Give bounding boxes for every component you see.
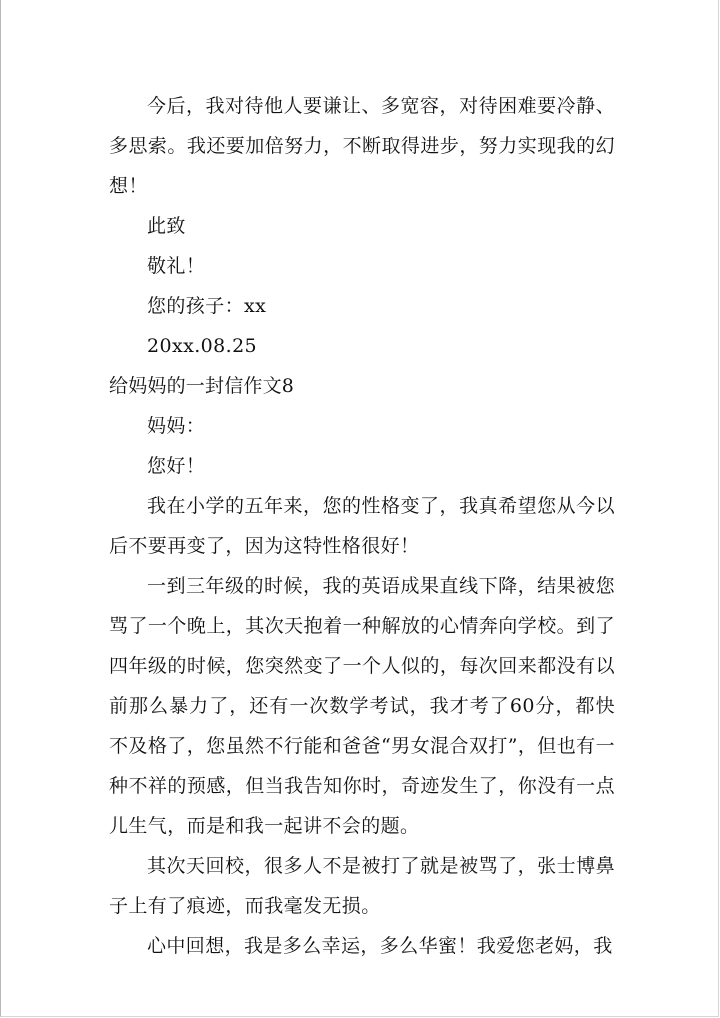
paragraph: 今后，我对待他人要谦让、多宽容，对待困难要冷静、多思索。我还要加倍努力，不断取得进步，努力实现我的幻想！ [109,95,615,197]
paragraph: 心中回想，我是多么幸运，多么华蜜！我爱您老妈，我 [147,935,613,957]
closing-salutation: 此致 [147,215,186,237]
document-body [109,86,615,966]
paragraph: 其次天回校，很多人不是被打了就是被骂了，张士博鼻子上有了痕迹，而我毫发无损。 [109,855,615,917]
greeting-hello: 您好！ [147,455,206,477]
letter-date: 20xx.08.25 [147,335,258,357]
closing-regards: 敬礼！ [147,255,206,277]
signature: 您的孩子：xx [147,295,267,317]
greeting-recipient: 妈妈： [147,415,206,437]
paragraph: 我在小学的五年来，您的性格变了，我真希望您从今以后不要再变了，因为这特性格很好！ [109,495,615,557]
paragraph: 一到三年级的时候，我的英语成果直线下降，结果被您骂了一个晚上，其次天抱着一种解放的心情奔向学校。到了四年级的时候，您突然变了一个人似的，每次回来都没有以前那么暴力了，还有一次数学考试，我才考了60分，都快不及格了，您虽然不行能和爸爸“男女混合双打”，但也有一种不祥的预感，但当我告知你时，奇迹发生了，你没有一点儿生气，而是和我一起讲不会的题。 [109,575,615,837]
section-title: 给妈妈的一封信作文8 [109,375,295,397]
